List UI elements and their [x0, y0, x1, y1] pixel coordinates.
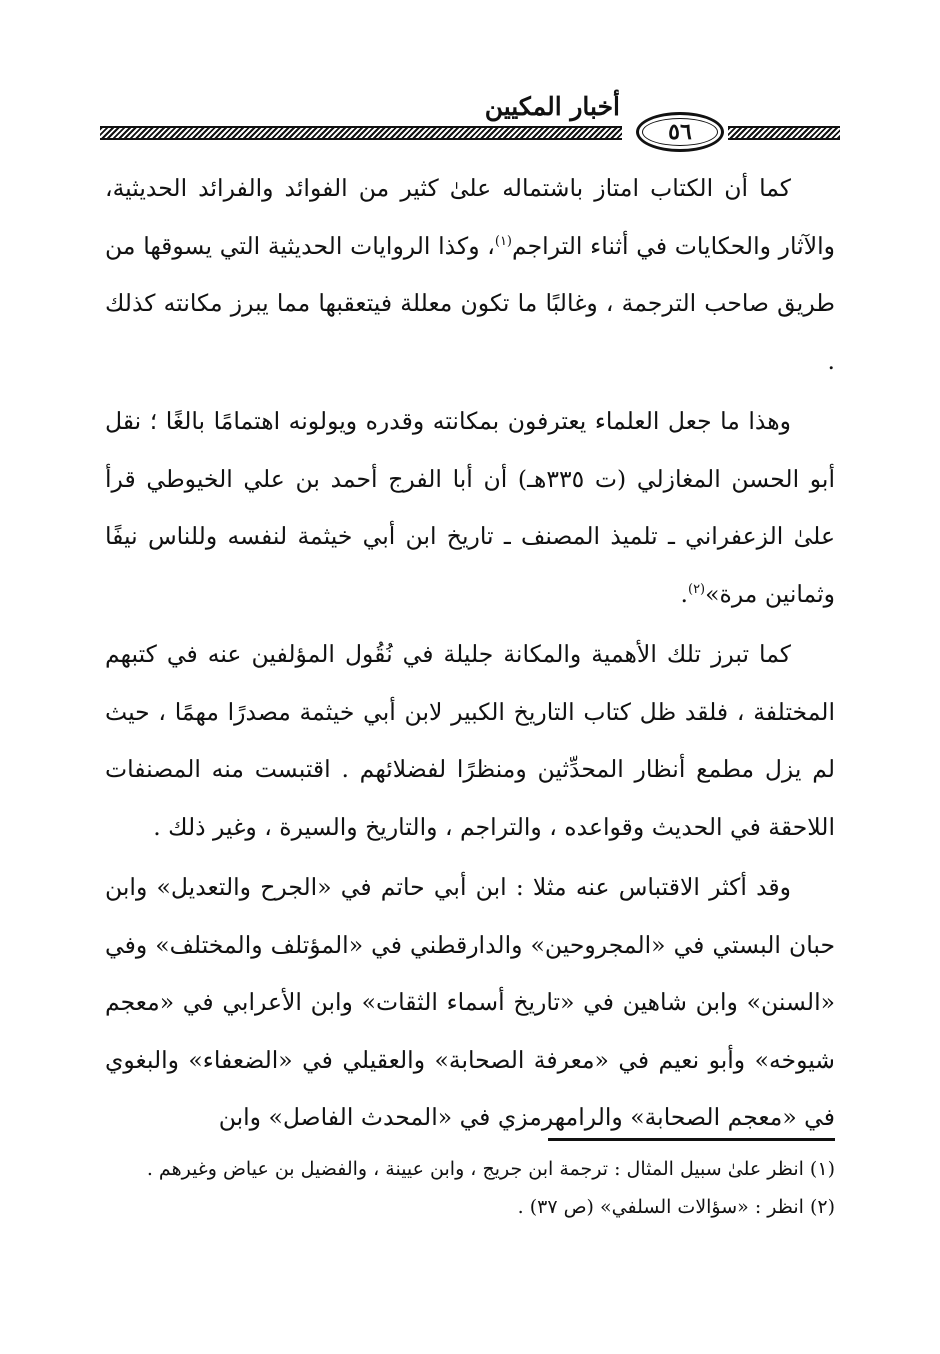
footnote-1: (١) انظر علىٰ سبيل المثال : ترجمة ابن جريج ، وابن عيينة ، والفضيل بن عياض وغيرهم .	[146, 1158, 835, 1180]
page-number-badge	[636, 112, 724, 152]
running-title: أخبار المكيين	[484, 92, 620, 121]
footnote-ref-2: (٢)	[687, 581, 706, 597]
paragraph-text: وهذا ما جعل العلماء يعترفون بمكانته وقدره ويولونه اهتمامًا بالغًا ؛ نقل أبو الحسن المغازلي (ت ٣٣٥هـ) أن أبا الفرج أحمد بن علي الخيوطي قرأ علىٰ الزعفراني ـ تلميذ المصنف ـ تاريخ ابن أبي خيثمة لنفسه وللناس نيفًا وثمانين مرة»	[105, 407, 835, 608]
footnote-2: (٢) انظر : «سؤالات السلفي» (ص ٣٧) .	[517, 1196, 835, 1218]
paragraph-text: .	[680, 579, 688, 608]
footnote-ref-1: (١)	[494, 233, 512, 249]
header-rule-left	[100, 126, 622, 140]
paragraph-text: كما أن الكتاب امتاز باشتماله علىٰ كثير من الفوائد والفرائد الحديثية، والآثار والحكايات في أثناء التراجم	[105, 174, 835, 260]
header-rule-right	[728, 126, 840, 140]
paragraph-4	[105, 859, 835, 1147]
paragraph-2	[105, 393, 835, 623]
paragraph-3	[105, 626, 835, 856]
page-number: ٥٦	[668, 119, 692, 145]
paragraph-text: كما تبرز تلك الأهمية والمكانة جليلة في نُقُول المؤلفين عنه في كتبهم المختلفة ، فلقد ظل كتاب التاريخ الكبير لابن أبي خيثمة مصدرًا مهمًا ، حيث لم يزل مطمع أنظار المحدِّثين ومنظرًا لفضلائهم . اقتبست منه المصنفات اللاحقة في الحديث وقواعده ، والتراجم ، والتاريخ والسيرة ، وغير ذلك .	[105, 640, 835, 841]
main-text	[105, 160, 835, 1147]
paragraph-text: وقد أكثر الاقتباس عنه مثلا : ابن أبي حاتم في «الجرح والتعديل» وابن حبان البستي في «المجروحين» والدارقطني في «المؤتلف والمختلف» وفي «السنن» وابن شاهين في «تاريخ أسماء الثقات» وابن الأعرابي في «معجم شيوخه» وأبو نعيم في «معرفة الصحابة» والعقيلي في «الضعفاء» والبغوي في «معجم الصحابة» والرامهرمزي في «المحدث الفاصل» وابن	[105, 873, 835, 1131]
page-header	[100, 92, 840, 162]
footnote-separator	[548, 1138, 835, 1141]
footnotes	[110, 1150, 835, 1226]
paragraph-text: ، وكذا الروايات الحديثية التي يسوقها من طريق صاحب الترجمة ، وغالبًا ما تكون معللة فيتعقبها مما يبرز مكانته كذلك .	[105, 231, 835, 375]
paragraph-1	[105, 160, 835, 390]
